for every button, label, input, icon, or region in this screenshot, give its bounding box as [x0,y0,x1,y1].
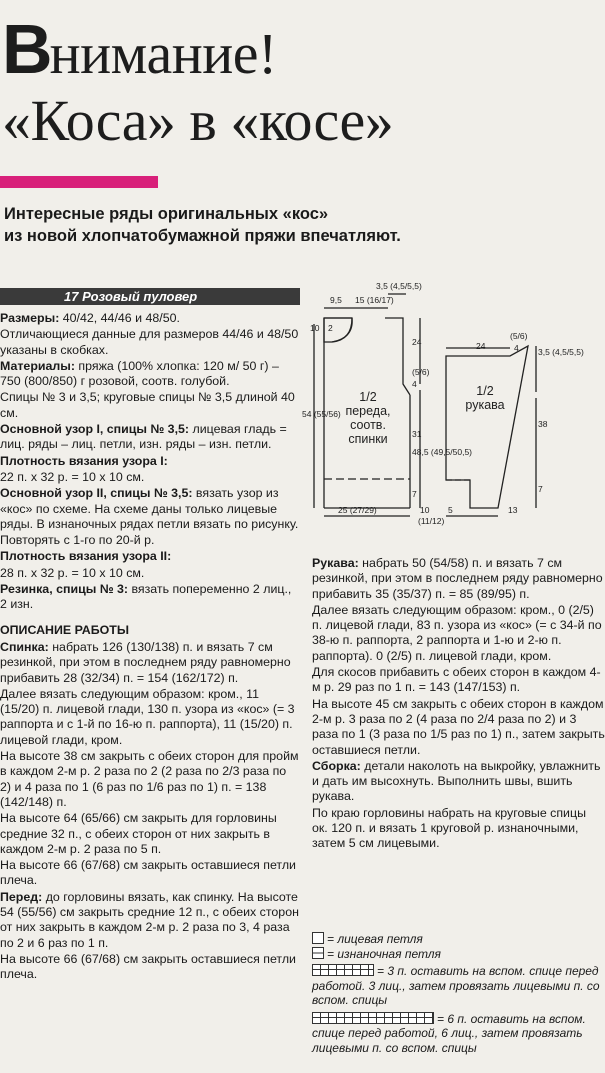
knit-symbol-icon [312,932,324,944]
rib-label: Резинка, спицы № 3: [0,582,128,597]
sleeve-dim-24: 24 [476,341,486,351]
sleeve-piece-label [460,384,510,412]
sizes [0,311,300,326]
density2-label: Плотность вязания узора II: [0,549,172,564]
front-piece-label [338,390,398,446]
materials-text: пряжа (100% хлопка: 120 м/ 50 г) – 750 (800/850) г розовой, соотв. голубой. [0,358,279,389]
legend-cable6 [312,1012,605,1056]
back4: На высоте 64 (65/66) см закрыть для горловины средние 32 п., с обеих сторон от них закрыть в каждом 2-м р. 2 раза по 5 п. [0,811,277,856]
pattern-diagram [300,280,605,542]
dim-24: 24 [412,337,422,347]
work-title: ОПИСАНИЕ РАБОТЫ [0,622,129,637]
pattern2 [0,486,300,532]
sleeve2: Далее вязать следующим образом: кром., 0 (2/5) п. лицевой глади, 83 п. узора из «кос» (= с 34-й по 38-ю п. раппорта, 2 раппорта и 1-ю и 2-ю п. раппорта). 0 (2/5) п. лицевой глади, кром. [312,602,602,663]
front [0,890,300,951]
right-column [312,556,605,853]
sleeve-dim-5: 5 [448,505,453,515]
dim-9-5: 9,5 [330,295,342,305]
sleeve-label-line2: рукава [465,398,505,412]
headline-line1 [2,10,277,88]
back5: На высоте 66 (67/68) см закрыть оставшиеся петли плеча. [0,858,296,888]
legend-knit-text: = лицевая петля [327,932,423,946]
assembly-text: детали наколоть на выкройку, увлажнить и дать им высохнуть. Выполнить швы, вшить рукава. [312,758,601,804]
sizes-note: Отличающиеся данные для размеров 44/46 и 48/50 указаны в скобках. [0,327,299,357]
back3: На высоте 38 см закрыть с обеих сторон для пройм в каждом 2-м р. 2 раза по 2 (2 раза по 2/3 раза по 2) и 4 раза по 1 (6 раз по 1/6 раз по 1) п. = 138 (142/148) п. [0,749,299,809]
front-label-line3: соотв. [350,418,386,432]
front-text: до горловины вязать, как спинку. На высоте 54 (55/56) см закрыть средние 12 п., с обеих сторон от них закрыть в каждом 2-м р. 2 раза по 3, 4 раза по 2 и 6 раз по 1 п. [0,889,299,950]
dim-11-12: (11/12) [418,516,445,526]
dim-15: 15 (16/17) [355,295,394,305]
purl-symbol-icon [312,947,324,959]
back-label: Спинка: [0,639,49,654]
rib [0,582,300,613]
dim-10b: 10 [420,505,430,515]
headline-line1-text: нимание! [49,21,277,86]
back2: Далее вязать следующим образом: кром., 11 (15/20) п. лицевой глади, 130 п. узора из «кос» (= 3 раппорта и с 1-й по 16-ю п. раппорта), 11 (15/20) п. лицевой глади, кром. [0,686,295,747]
dim-top-3-5: 3,5 (4,5/5,5) [376,281,422,291]
rib-text: вязать попеременно 2 лиц., 2 изн. [0,582,292,612]
legend-knit [312,932,605,947]
legend-cable3 [312,964,605,1008]
legend-purl [312,947,605,962]
density1-label: Плотность вязания узора I: [0,453,168,468]
materials-label: Материалы: [0,358,75,373]
stitch-legend [312,932,605,1055]
sizes-text: 40/42, 44/46 и 48/50. [59,311,180,325]
assembly [312,759,605,805]
pattern2-text: вязать узор из «кос» по схеме. На схеме даны только лицевые ряды. В изнаночных рядах петли вязать по рисунку. [0,486,299,531]
sleeve3: Для скосов прибавить с обеих сторон в каждом 4-м р. 29 раз по 1 п. = 143 (147/153) п. [312,665,601,695]
sleeve-dim-5-6: (5/6) [510,331,528,341]
cable6-symbol-icon [312,1012,434,1024]
dim-48-5: 48,5 (49,5/50,5) [412,447,473,457]
pattern1-text: лицевая гладь = лиц. ряды – лиц. петли, изн. ряды – изн. петли. [0,422,287,452]
front2: На высоте 66 (67/68) см закрыть оставшиеся петли плеча. [0,951,296,982]
front-label-line4: спинки [348,432,388,446]
subtitle-line2: из новой хлопчатобумажной пряжи впечатляют. [4,227,401,245]
density2: 28 п. х 32 р. = 10 х 10 см. [0,565,145,580]
dim-54: 54 (55/56) [302,409,341,419]
pattern2-label: Основной узор II, спицы № 3,5: [0,486,193,501]
sizes-label: Размеры: [0,311,60,325]
model-title: 17 Розовый пуловер [0,288,300,305]
sleeve-dim-4: 4 [514,343,519,353]
sleeve-text: набрать 50 (54/58) п. и вязать 7 см резинкой, при этом в последнем ряду равномерно прибавить 35 (35/37) п. = 85 (89/95) п. [312,556,603,601]
subtitle [4,203,401,247]
sleeve-label-line1: 1/2 [476,384,494,398]
dim-4: 4 [412,379,417,389]
legend-purl-text: = изнаночная петля [327,947,441,961]
density1: 22 п. х 32 р. = 10 х 10 см. [0,469,145,484]
sleeve-label: Рукава: [312,556,359,570]
sleeve-dim-7: 7 [538,484,543,494]
sleeve4: На высоте 45 см закрыть с обеих сторон в каждом 2-м р. 3 раза по 2 (4 раза по 2/4 раза по 2) и 3 раза по 1 (3 раза по 1/5 раз по 1) п., затем закрыть оставшиеся петли. [312,696,605,757]
pattern1 [0,422,300,453]
dim-10: 10 [310,323,320,333]
pattern1-label: Основной узор I, спицы № 3,5: [0,422,190,437]
front-label: Перед: [0,889,43,904]
cable3-symbol-icon [312,964,374,976]
legend-cable6-text: = 6 п. оставить на вспом. спице перед работой, 6 лиц., затем провязать лицевыми п. со вспом. спицы [312,1011,586,1055]
left-column [0,288,300,983]
front-label-line1: 1/2 [359,390,377,404]
dim-31: 31 [412,429,422,439]
sleeve-dim-13: 13 [508,505,518,515]
materials [0,359,300,390]
accent-bar [0,176,158,188]
assembly-label: Сборка: [312,758,361,773]
neck: По краю горловины набрать на круговые спицы ок. 120 п. и вязать 1 круговой р. изнаночными, затем 5 см лицевыми. [312,805,586,851]
headline-drop-cap: В [2,10,50,88]
dim-2: 2 [328,323,333,333]
dim-5-6: (5/6) [412,367,430,377]
back [0,640,300,686]
dim-25: 25 (27/29) [338,505,377,515]
pattern2-repeat: Повторять с 1-го по 20-й р. [0,533,155,548]
back-text: набрать 126 (130/138) п. и вязать 7 см резинкой, при этом в последнем ряду равномерно прибавить 28 (32/34) п. = 154 (162/172) п. [0,639,291,685]
front-label-line2: переда, [345,404,391,418]
needles: Спицы № 3 и 3,5; круговые спицы № 3,5 длиной 40 см. [0,390,295,420]
sleeve-dim-3-5: 3,5 (4,5/5,5) [538,347,584,357]
subtitle-line1: Интересные ряды оригинальных «кос» [4,205,329,223]
sleeve [312,556,605,602]
headline-line2: «Коса» в «косе» [2,88,394,153]
sleeve-dim-38: 38 [538,419,548,429]
dim-7: 7 [412,489,417,499]
legend-cable3-text: = 3 п. оставить на вспом. спице перед работой. 3 лиц., затем провязать лицевыми п. со вспом. спицы [312,964,600,1007]
